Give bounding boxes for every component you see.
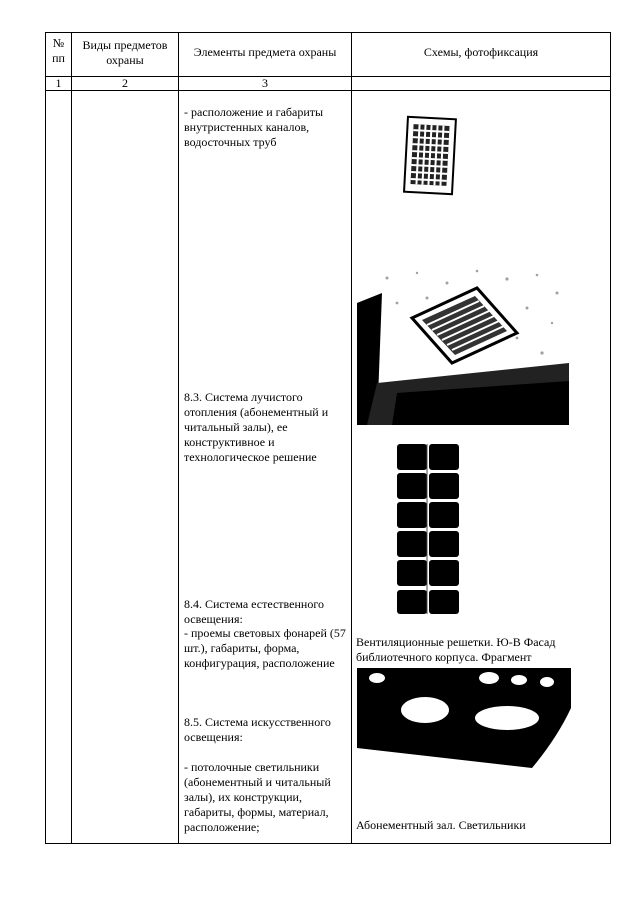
caption-lights: Абонементный зал. Светильники xyxy=(356,818,526,832)
element-artificial-light-text: - потолочные светильники (абонементный и читальный залы), их конструкции, габариты, формы, материал, расположение; xyxy=(184,760,331,834)
element-channels: - расположение и габариты внутристенных каналов, водосточных труб xyxy=(184,105,324,149)
element-heating: 8.3. Система лучистого отопления (абонементный и читальный залы), ее конструктивное и технологическое решение xyxy=(184,390,329,464)
radiant-heating-photo xyxy=(393,440,465,618)
table-top-border xyxy=(45,32,611,33)
ceiling-lights-photo xyxy=(357,668,571,768)
col-border-1 xyxy=(71,32,72,844)
col-border-3 xyxy=(351,32,352,844)
header-num: № пп xyxy=(52,36,65,65)
vent-grille-photo xyxy=(396,113,462,199)
header-types: Виды предметов охраны xyxy=(82,38,168,67)
colnum-1: 1 xyxy=(55,76,62,90)
col-border-2 xyxy=(178,32,179,844)
element-natural-light-title: 8.4. Система естественного освещения: xyxy=(184,597,324,626)
caption-vent-grilles: Вентиляционные решетки. Ю-В Фасад библиотечного корпуса. Фрагмент xyxy=(356,635,556,664)
facade-grille-photo xyxy=(357,263,569,425)
table-bottom-border xyxy=(45,843,611,844)
col-border-4 xyxy=(610,32,611,844)
header-elements: Элементы предмета охраны xyxy=(193,45,337,59)
element-artificial-light-title: 8.5. Система искусственного освещения: xyxy=(184,715,331,744)
element-natural-light-text: - проемы световых фонарей (57 шт.), габариты, форма, конфигурация, расположение xyxy=(184,626,346,670)
col-border-0 xyxy=(45,32,46,844)
header-schemes: Схемы, фотофиксация xyxy=(423,45,539,59)
colnum-2: 2 xyxy=(122,76,128,90)
colnum-3: 3 xyxy=(262,76,268,90)
